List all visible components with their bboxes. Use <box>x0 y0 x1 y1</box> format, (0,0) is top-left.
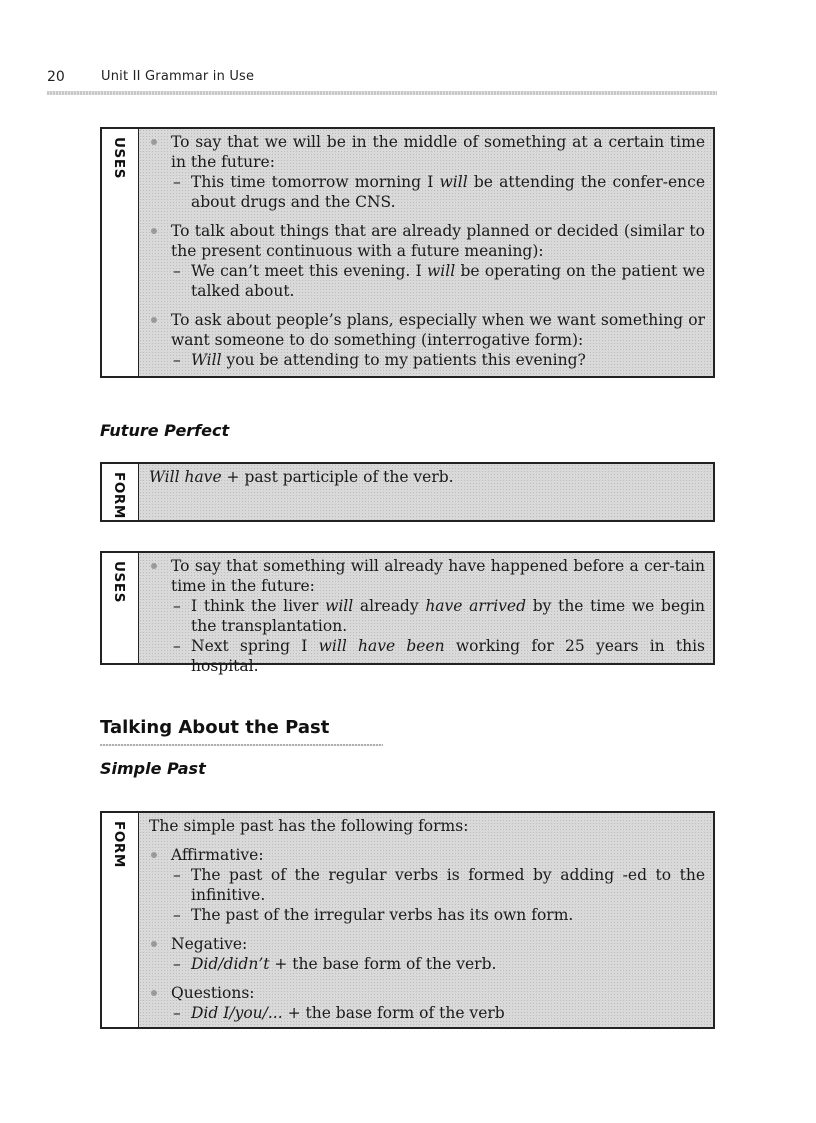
example-emphasis: Will <box>191 351 222 369</box>
example-text: The past of the irregular verbs has its own form. <box>191 906 574 924</box>
example: – The past of the regular verbs is formed by adding -ed to the infinitive. <box>173 866 705 904</box>
example-text: Next spring I <box>191 637 319 655</box>
header-rule <box>47 91 717 95</box>
example: – This time tomorrow morning I will be attending the confer-ence about drugs and the CNS. <box>173 173 706 211</box>
bullet-text: To say that we will be in the middle of something at a certain time in the future: <box>171 133 705 171</box>
form-box-simple-past <box>100 811 715 1029</box>
example-text: you be attending to my patients this evening? <box>221 351 586 369</box>
uses-box-future-continuous <box>100 127 715 378</box>
page-number: 20 <box>47 69 65 85</box>
example: – I think the liver will already have arrived by the time we begin the transplantation. <box>173 597 706 635</box>
affirmative-bullet <box>149 845 705 925</box>
bullet-text: To talk about things that are already planned or decided (similar to the present continuous with a future meaning): <box>171 222 705 260</box>
section-rule <box>100 744 383 746</box>
form-intro: The simple past has the following forms: <box>149 817 469 835</box>
bullet-text: Affirmative: <box>171 846 264 864</box>
example-emphasis: will <box>427 262 456 280</box>
example-text: + the base form of the verb. <box>269 955 497 973</box>
example-text: by the time we begin the transplantation. <box>191 597 706 635</box>
example-emphasis: Did/didn’t <box>191 955 270 973</box>
bullet-icon <box>151 990 157 996</box>
box-content <box>139 129 713 376</box>
example-text: working for 25 years in this hospital. <box>191 637 705 675</box>
page-header <box>47 66 717 96</box>
uses-label: USES <box>111 561 127 604</box>
form-body: + past participle of the verb. <box>221 468 454 486</box>
uses-bullet-3 <box>149 310 705 370</box>
heading-simple-past: Simple Past <box>100 759 206 778</box>
bullet-text: Questions: <box>171 984 255 1002</box>
example-text: This time tomorrow morning I <box>191 173 440 191</box>
example-text: already <box>353 597 426 615</box>
bullet-icon <box>151 228 157 234</box>
form-emphasis: Will have <box>149 468 222 486</box>
uses-bullet <box>149 556 705 676</box>
example-text: The past of the regular verbs is formed by adding -ed to the infinitive. <box>191 866 705 904</box>
form-text <box>149 467 705 487</box>
example: – Next spring I will have been working for 25 years in this hospital. <box>173 637 705 675</box>
example-emphasis: will <box>439 173 468 191</box>
bullet-icon <box>151 563 157 569</box>
example: – The past of the irregular verbs has its own form. <box>173 906 574 924</box>
example-text: be attending the confer-ence about drugs and the CNS. <box>191 173 706 211</box>
uses-bullet-1 <box>149 132 705 212</box>
form-label: FORM <box>111 472 127 519</box>
example: – We can’t meet this evening. I will be operating on the patient we talked about. <box>173 262 706 300</box>
box-content <box>139 553 713 675</box>
example-emphasis: have arrived <box>425 597 527 615</box>
example-text: I think the liver <box>191 597 326 615</box>
uses-bullet-2 <box>149 221 705 301</box>
questions-bullet <box>149 983 705 1023</box>
heading-future-perfect: Future Perfect <box>100 421 230 440</box>
bullet-icon <box>151 941 157 947</box>
negative-bullet <box>149 934 705 974</box>
example-emphasis: Did I/you/... <box>191 1004 283 1022</box>
example-text: + the base form of the verb <box>282 1004 505 1022</box>
uses-label: USES <box>111 137 127 180</box>
bullet-text: Negative: <box>171 935 248 953</box>
bullet-icon <box>151 317 157 323</box>
heading-talking-about-the-past: Talking About the Past <box>100 717 330 738</box>
example: – Did/didn’t + the base form of the verb. <box>173 955 497 973</box>
running-title: Unit II Grammar in Use <box>101 69 255 84</box>
uses-box-future-perfect <box>100 551 715 675</box>
example-text: We can’t meet this evening. I <box>191 262 428 280</box>
box-label <box>102 129 139 376</box>
example: – Did I/you/... + the base form of the verb <box>173 1004 505 1022</box>
example: – Will you be attending to my patients this evening? <box>173 351 586 369</box>
example-emphasis: will have been <box>318 637 445 655</box>
form-label: FORM <box>111 821 127 868</box>
bullet-text: To say that something will already have happened before a cer-tain time in the future: <box>171 557 705 595</box>
bullet-text: To ask about people’s plans, especially when we want something or want someone to do something (interrogative form): <box>171 311 705 349</box>
box-content <box>139 464 713 520</box>
bullet-icon <box>151 852 157 858</box>
example-emphasis: will <box>325 597 354 615</box>
example-text: be operating on the patient we talked about. <box>191 262 706 300</box>
bullet-icon <box>151 139 157 145</box>
box-content <box>139 813 713 1027</box>
form-box-future-perfect <box>100 462 715 522</box>
box-label <box>102 553 139 663</box>
box-label <box>102 813 139 1027</box>
box-label <box>102 464 139 520</box>
